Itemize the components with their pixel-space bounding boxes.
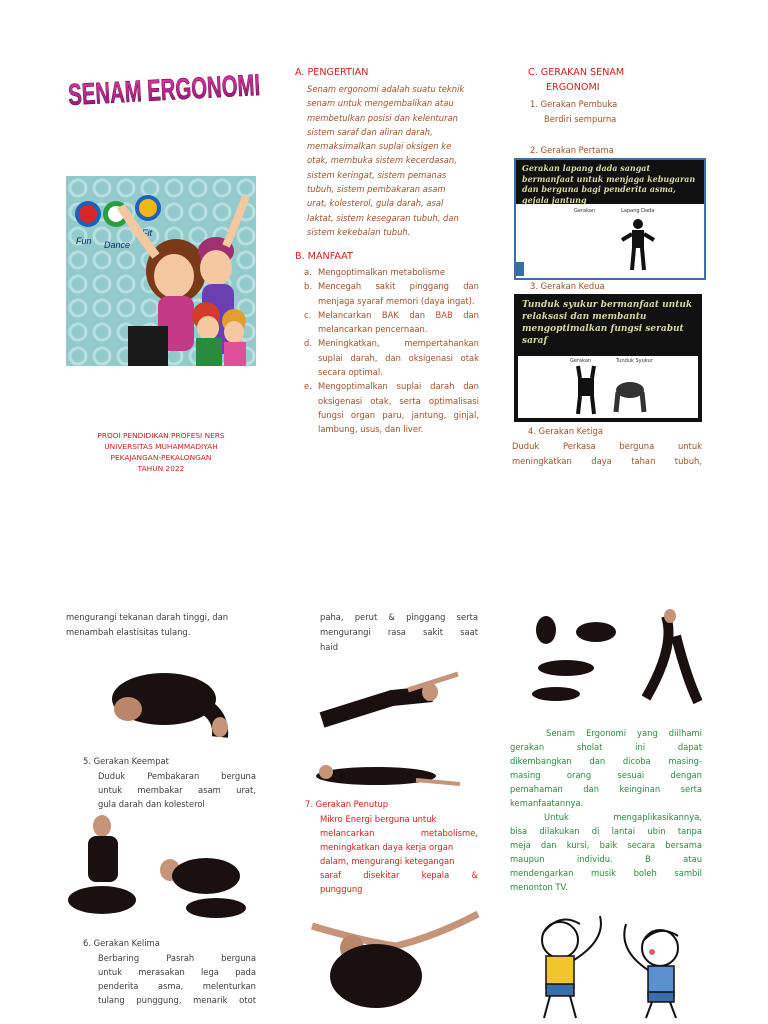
pengertian-line: membetulkan posisi dan kelenturan [307,112,458,123]
g6-desc [98,951,256,1007]
g2-title: 2. Gerakan Pertama [530,145,614,155]
g1-title: 1. Gerakan Pembuka [530,99,618,109]
manfaat-text: Meningkatkan, mempertahankan suplai darah, dan oksigenasi otak secara optimal. [318,338,479,378]
manfaat-item [304,308,479,337]
title-text: SENAM ERGONOMI [67,64,262,110]
closing-line: meja dan kursi, baik secara bersama [510,840,702,850]
g6-line: Berbaring Pasrah berguna [98,953,256,963]
institution-line: PRODI PENDIDIKAN PROFESI NERS [97,431,225,440]
list-marker: b. [304,281,312,292]
g6-title: 6. Gerakan Kelima [83,938,160,948]
institution-line: PEKAJANGAN-PEKALONGAN [110,453,212,462]
g6-line: tulang punggung, menarik otot [98,995,256,1005]
g7-line: melancarkan metabolisme, [320,828,478,838]
g3-figure [518,356,698,418]
g3-caption: Tunduk Syukur [616,358,653,364]
g3-title: 3. Gerakan Kedua [530,281,605,291]
manfaat-text: Mencegah sakit pinggang dan menjaga syaraf memori (daya ingat). [318,281,479,306]
g5-line: untuk membakar asam urat, [98,785,256,795]
closing-line: masing orang sesuai dengan [510,770,702,780]
closing-line: Untuk mengaplikasikannya, [544,812,702,822]
g3-panel [514,294,702,422]
g6-line: untuk merasakan lega pada [98,967,256,977]
manfaat-item [304,265,479,279]
col2-cont-line: paha, perut & pinggang serta [320,612,478,622]
pengertian-line: laktat, sistem kesegaran tubuh, dan [307,212,459,223]
pengertian-line: memaksimalkan suplai oksigen ke [307,141,452,152]
closing-line: bisa dilakukan di lantai ubin tanpa [510,826,702,836]
closing-line: Senam Ergonomi yang diilhami [546,728,702,738]
g7-line: dalam, mengurangi ketegangan [320,856,455,866]
g7-line: meningkatkan daya kerja organ [320,842,454,852]
list-marker: a. [304,267,312,277]
pengertian-line: senam untuk mengembalikan atau [307,98,454,109]
institution-block [66,430,256,474]
stretching-cartoon [510,910,706,1020]
manfaat-text: Mengoptimalkan suplai darah dan oksigenasi otak, serta optimalisasi fungsi organ paru, jantung, ginjal, lambung, usus, dan liver. [318,381,479,435]
col2-cont-line: mengurangi rasa sakit saat [320,627,478,637]
g5-line: Duduk Pembakaran berguna [98,771,256,781]
closing-line: menonton TV. [510,882,568,892]
closing-line: gerakan sholat ini dapat [510,742,702,752]
manfaat-text: Mengoptimalkan metabolisme [318,267,445,277]
g6-photo-lying-2 [306,758,462,790]
col1-cont-line: menambah elastisitas tulang. [66,627,191,637]
g6-photo-lying-1 [312,664,462,734]
g5-line: gula darah dan kolesterol [98,799,205,809]
manfaat-item [304,336,479,379]
g3-panel-text: Tunduk syukur bermanfaat untuk relaksasi dan membantu mengoptimalkan fungsi serabut saraf [514,294,702,356]
g2-figure [516,214,704,276]
closing-line: kemanfaatannya. [510,798,584,808]
col2-cont-line: haid [320,642,339,652]
closing-line: dikembangkan dan dicoba masing- [510,756,702,766]
g1-desc: Berdiri sempurna [544,114,617,124]
manfaat-item [304,279,479,308]
g5-photo-top [92,655,242,747]
g3-caption: Gerakan [570,358,592,364]
pengertian-line: Senam ergonomi adalah suatu teknik [307,84,465,94]
institution-line: TAHUN 2022 [137,464,185,473]
g2-panel [514,158,706,280]
closing-line: pemahaman dan keinginan serta [510,784,702,794]
list-marker: c. [304,309,312,320]
list-marker: e. [304,381,312,392]
g7-photo [306,906,482,1010]
dance-word: Dance [104,240,131,250]
fun-dance-fit-illustration [66,176,256,366]
gerakan-heading: C. GERAKAN SENAM [528,67,625,78]
pengertian-line: sistem saraf dan aliran darah, [307,126,433,137]
list-marker: d. [304,338,312,349]
fit-word: Fit [142,228,152,238]
pengertian-line: sistem keringat, sistem pemanas [307,169,447,180]
pengertian-line: tubuh, sistem pembakaran asam [307,184,446,195]
manfaat-text: Melancarkan BAK dan BAB dan melancarkan pencernaan. [318,309,479,335]
g3-photos [526,606,702,714]
institution-line: UNIVERSITAS MUHAMMADIYAH [104,442,218,451]
fun-word: Fun [76,236,92,246]
g4-title: 4. Gerakan Ketiga [528,426,603,436]
manfaat-item [304,379,479,436]
pengertian-line: urat, kolesterol, gula darah, asal [307,198,444,209]
g2-caption: Lapang Dada [621,208,655,214]
g2-panel-text: Gerakan lapang dada sangat bermanfaat untuk menjaga kebugaran dan berguna bagi penderita asma, gejala jantung [516,160,704,204]
brochure-title [66,64,262,110]
g4-line: Duduk Perkasa berguna untuk [512,441,702,451]
pengertian-heading: A. PENGERTIAN [295,67,369,78]
col1-cont-line: mengurangi tekanan darah tinggi, dan [66,612,229,622]
manfaat-heading: B. MANFAAT [295,251,353,262]
closing-line: maupun individu. B atau [510,854,702,864]
g5-desc [98,769,256,811]
g7-line: Mikro Energi berguna untuk [320,814,437,824]
closing-line: mendengarkan musik boleh sambil [510,868,702,878]
g4-line: meningkatkan daya tahan tubuh, [512,456,702,466]
manfaat-list [304,265,479,437]
g7-desc [320,812,478,896]
g5-title: 5. Gerakan Keempat [83,756,169,766]
g5-photos-bottom [66,812,256,922]
pengertian-body [307,82,482,239]
title-wordart [66,64,262,110]
g7-title: 7. Gerakan Penutup [305,799,389,809]
closing-paragraph [510,726,702,894]
pengertian-line: sistem kekebalan tubuh. [307,226,411,237]
g7-line: saraf disekitar kepala & [320,870,478,880]
g7-line: punggung [320,884,363,894]
gerakan-heading-2: ERGONOMI [546,82,600,93]
g6-line: penderita asma, melenturkan [98,981,256,991]
g2-caption: Gerakan [574,208,596,214]
pengertian-line: otak, membuka sistem kecerdasan, [307,155,457,166]
